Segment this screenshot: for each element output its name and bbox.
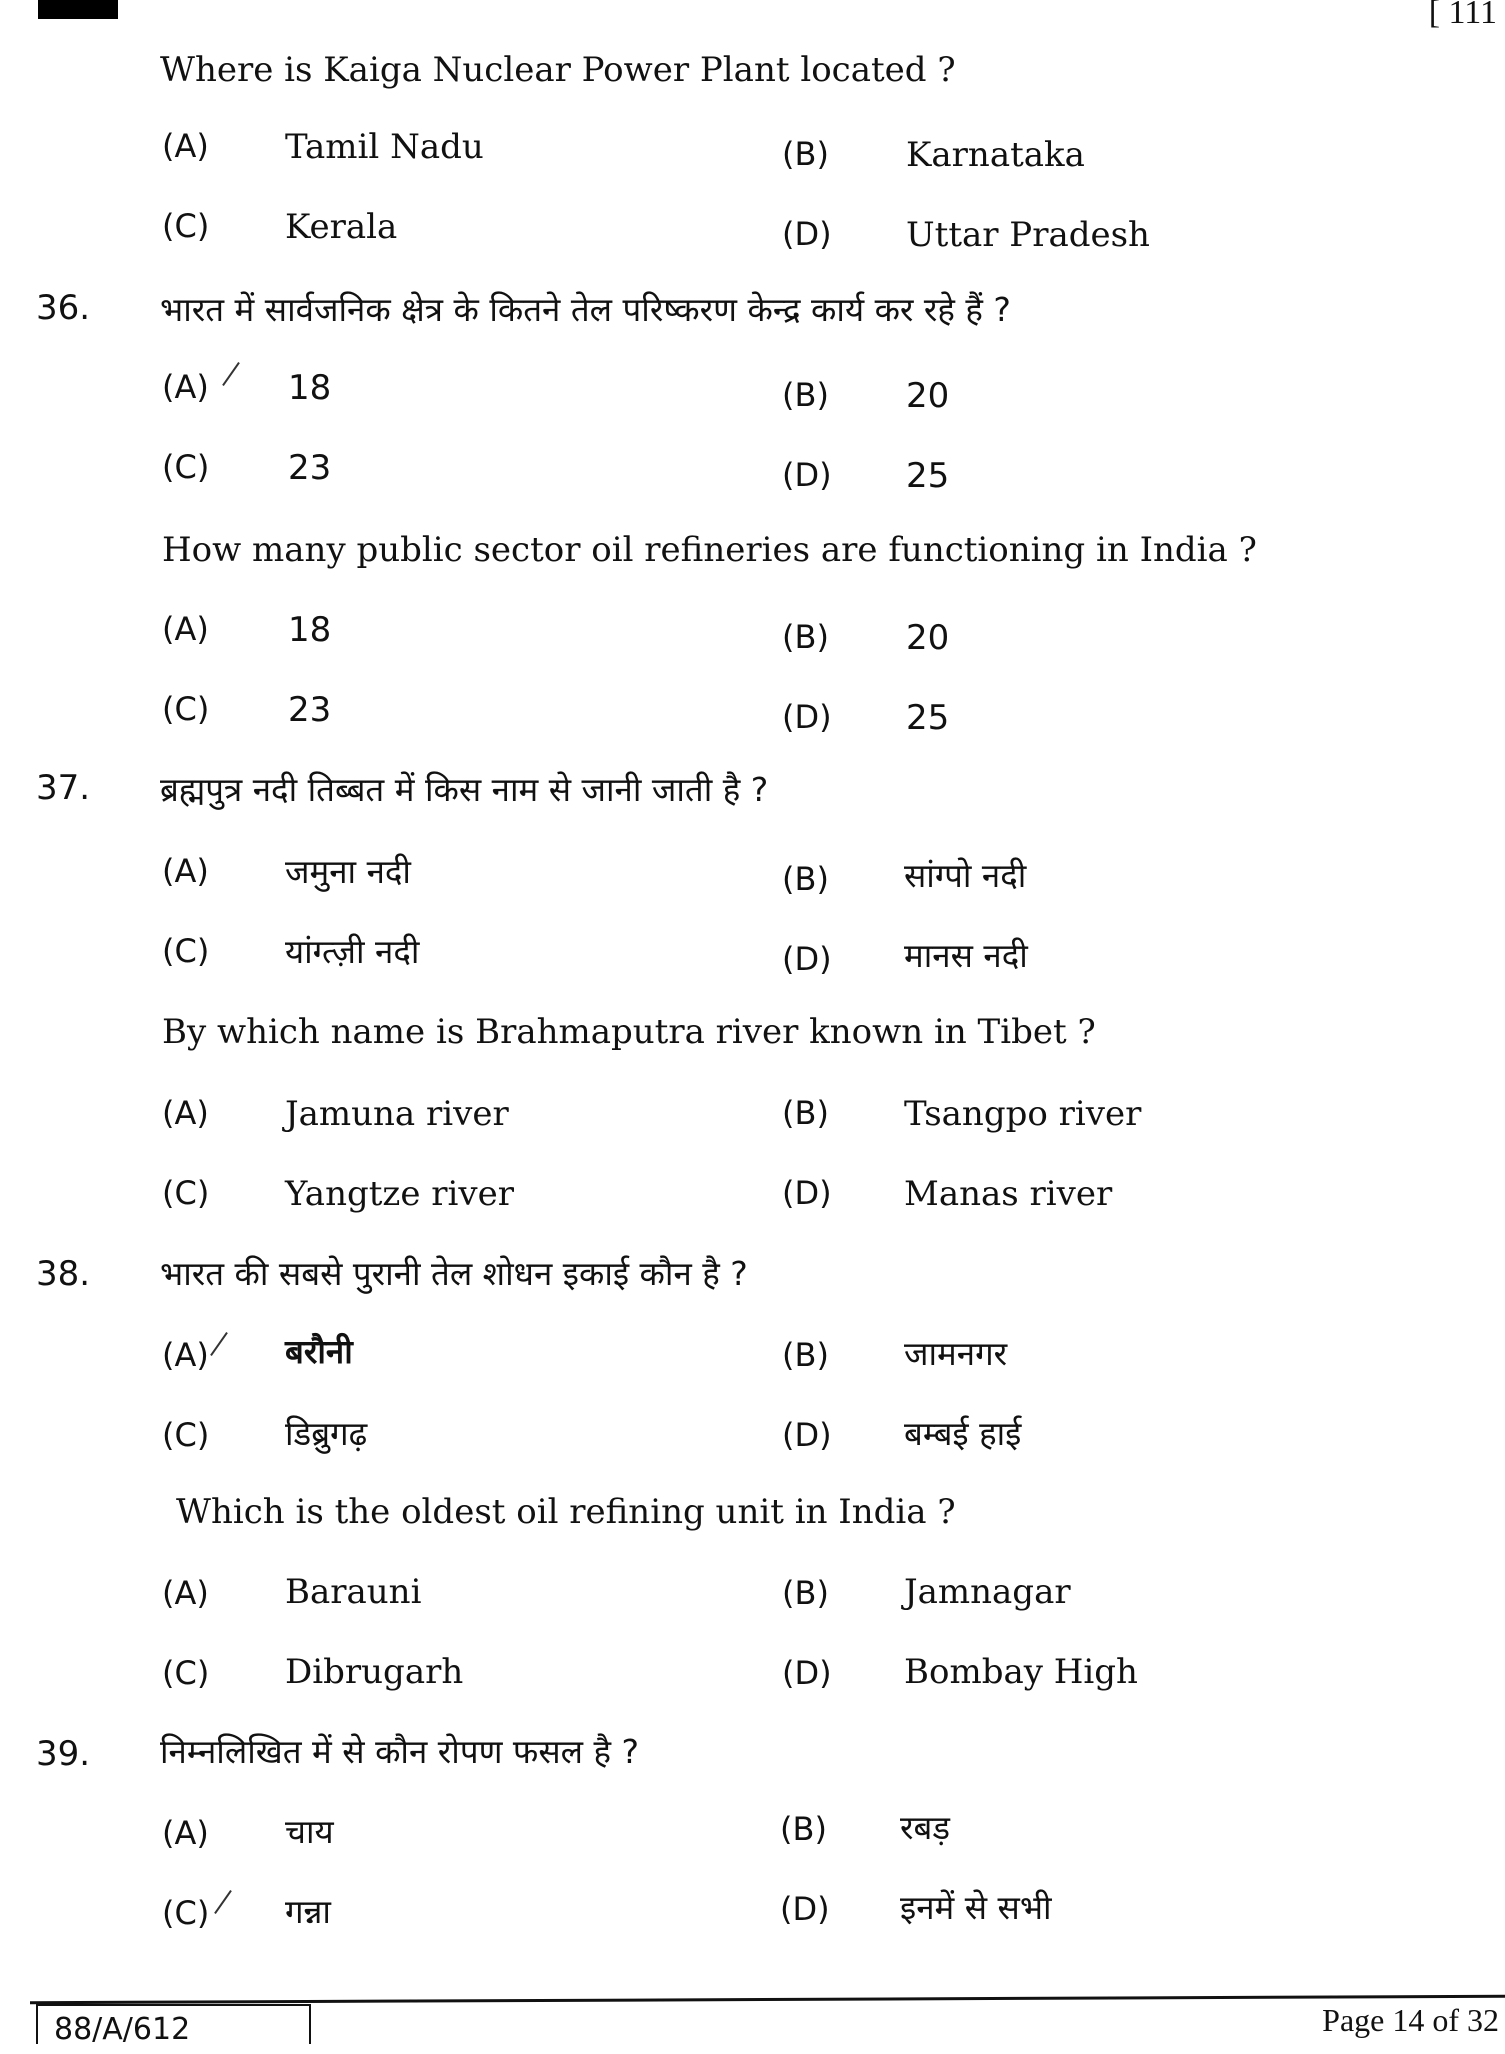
option-value: Tamil Nadu — [285, 127, 484, 167]
question-text: Which is the oldest oil refining unit in India ? — [176, 1492, 956, 1532]
option-value: 18 — [288, 610, 332, 650]
option-label: (B) — [782, 860, 829, 898]
option-value: इनमें से सभी — [900, 1888, 1052, 1927]
option-label: (C) — [162, 1416, 210, 1454]
option-label: (A) — [162, 610, 209, 648]
option-label: (C) — [162, 932, 210, 970]
option-value: 20 — [906, 618, 950, 658]
option-label: (C) — [162, 448, 210, 486]
option-value: 23 — [288, 690, 332, 730]
option-value: Uttar Pradesh — [906, 215, 1150, 255]
option-value: बम्बई हाई — [904, 1414, 1022, 1453]
option-value: Manas river — [904, 1174, 1113, 1214]
option-value: जामनगर — [904, 1334, 1008, 1373]
option-value: Kerala — [285, 207, 398, 247]
option-label: (A) — [162, 1336, 209, 1374]
option-value: चाय — [285, 1812, 334, 1851]
option-value: 18 — [288, 368, 332, 408]
option-label: (B) — [782, 376, 829, 414]
pen-mark — [214, 1890, 232, 1914]
option-value: यांग्त्ज़ी नदी — [285, 932, 420, 971]
option-value: बरौनी — [285, 1332, 353, 1371]
corner-marker — [38, 0, 118, 19]
option-value: 20 — [906, 376, 950, 416]
option-label: (D) — [782, 940, 832, 978]
option-label: (A) — [162, 1814, 209, 1852]
option-label: (B) — [780, 1810, 827, 1848]
option-label: (B) — [782, 618, 829, 656]
option-value: 25 — [906, 456, 950, 496]
question-text: ब्रह्मपुत्र नदी तिब्बत में किस नाम से जानी जाती है ? — [160, 770, 769, 809]
option-label: (A) — [162, 368, 209, 406]
question-number: 36. — [36, 288, 91, 328]
option-label: (C) — [162, 1894, 210, 1932]
option-label: (C) — [162, 690, 210, 728]
option-label: (D) — [782, 1174, 832, 1212]
option-value: 23 — [288, 448, 332, 488]
option-label: (B) — [782, 1094, 829, 1132]
option-label: (D) — [782, 456, 832, 494]
option-value: जमुना नदी — [285, 852, 411, 891]
page-number: Page 14 of 32 — [1322, 2002, 1499, 2038]
option-value: Jamnagar — [904, 1572, 1071, 1612]
option-value: Dibrugarh — [285, 1652, 464, 1692]
question-text: भारत की सबसे पुरानी तेल शोधन इकाई कौन है ? — [160, 1254, 748, 1293]
option-label: (C) — [162, 1654, 210, 1692]
question-text: By which name is Brahmaputra river known in Tibet ? — [162, 1012, 1096, 1052]
pen-mark — [210, 1332, 228, 1356]
page-reference: [ 111 — [1428, 0, 1497, 31]
option-value: रबड़ — [900, 1808, 950, 1847]
option-value: Jamuna river — [285, 1094, 509, 1134]
option-label: (D) — [782, 215, 832, 253]
option-value: Barauni — [285, 1572, 422, 1612]
option-label: (C) — [162, 207, 210, 245]
question-number: 39. — [36, 1734, 91, 1774]
option-value: सांग्पो नदी — [904, 856, 1027, 895]
option-label: (B) — [782, 1574, 829, 1612]
option-label: (D) — [782, 1416, 832, 1454]
option-label: (D) — [782, 1654, 832, 1692]
option-value: मानस नदी — [904, 936, 1028, 975]
question-text: निम्नलिखित में से कौन रोपण फसल है ? — [160, 1732, 640, 1771]
option-value: गन्ना — [285, 1892, 331, 1931]
option-label: (B) — [782, 1336, 829, 1374]
question-text: भारत में सार्वजनिक क्षेत्र के कितने तेल परिष्करण केन्द्र कार्य कर रहे हैं ? — [160, 290, 1011, 329]
option-label: (B) — [782, 135, 829, 173]
option-label: (A) — [162, 852, 209, 890]
option-label: (A) — [162, 1094, 209, 1132]
pen-mark — [222, 362, 240, 386]
question-number: 38. — [36, 1254, 91, 1294]
option-label: (D) — [782, 698, 832, 736]
question-text: How many public sector oil refineries are functioning in India ? — [162, 530, 1257, 570]
option-value: Karnataka — [906, 135, 1085, 175]
option-value: Bombay High — [904, 1652, 1138, 1692]
option-label: (A) — [162, 127, 209, 165]
footer-divider — [30, 1995, 1505, 2004]
option-value: डिब्रुगढ़ — [285, 1414, 368, 1453]
option-label: (A) — [162, 1574, 209, 1612]
option-label: (C) — [162, 1174, 210, 1212]
question-number: 37. — [36, 768, 91, 808]
paper-code: 88/A/612 — [36, 2004, 311, 2044]
question-text: Where is Kaiga Nuclear Power Plant located ? — [160, 50, 956, 90]
option-value: Tsangpo river — [904, 1094, 1142, 1134]
option-value: 25 — [906, 698, 950, 738]
option-label: (D) — [780, 1890, 830, 1928]
option-value: Yangtze river — [285, 1174, 514, 1214]
